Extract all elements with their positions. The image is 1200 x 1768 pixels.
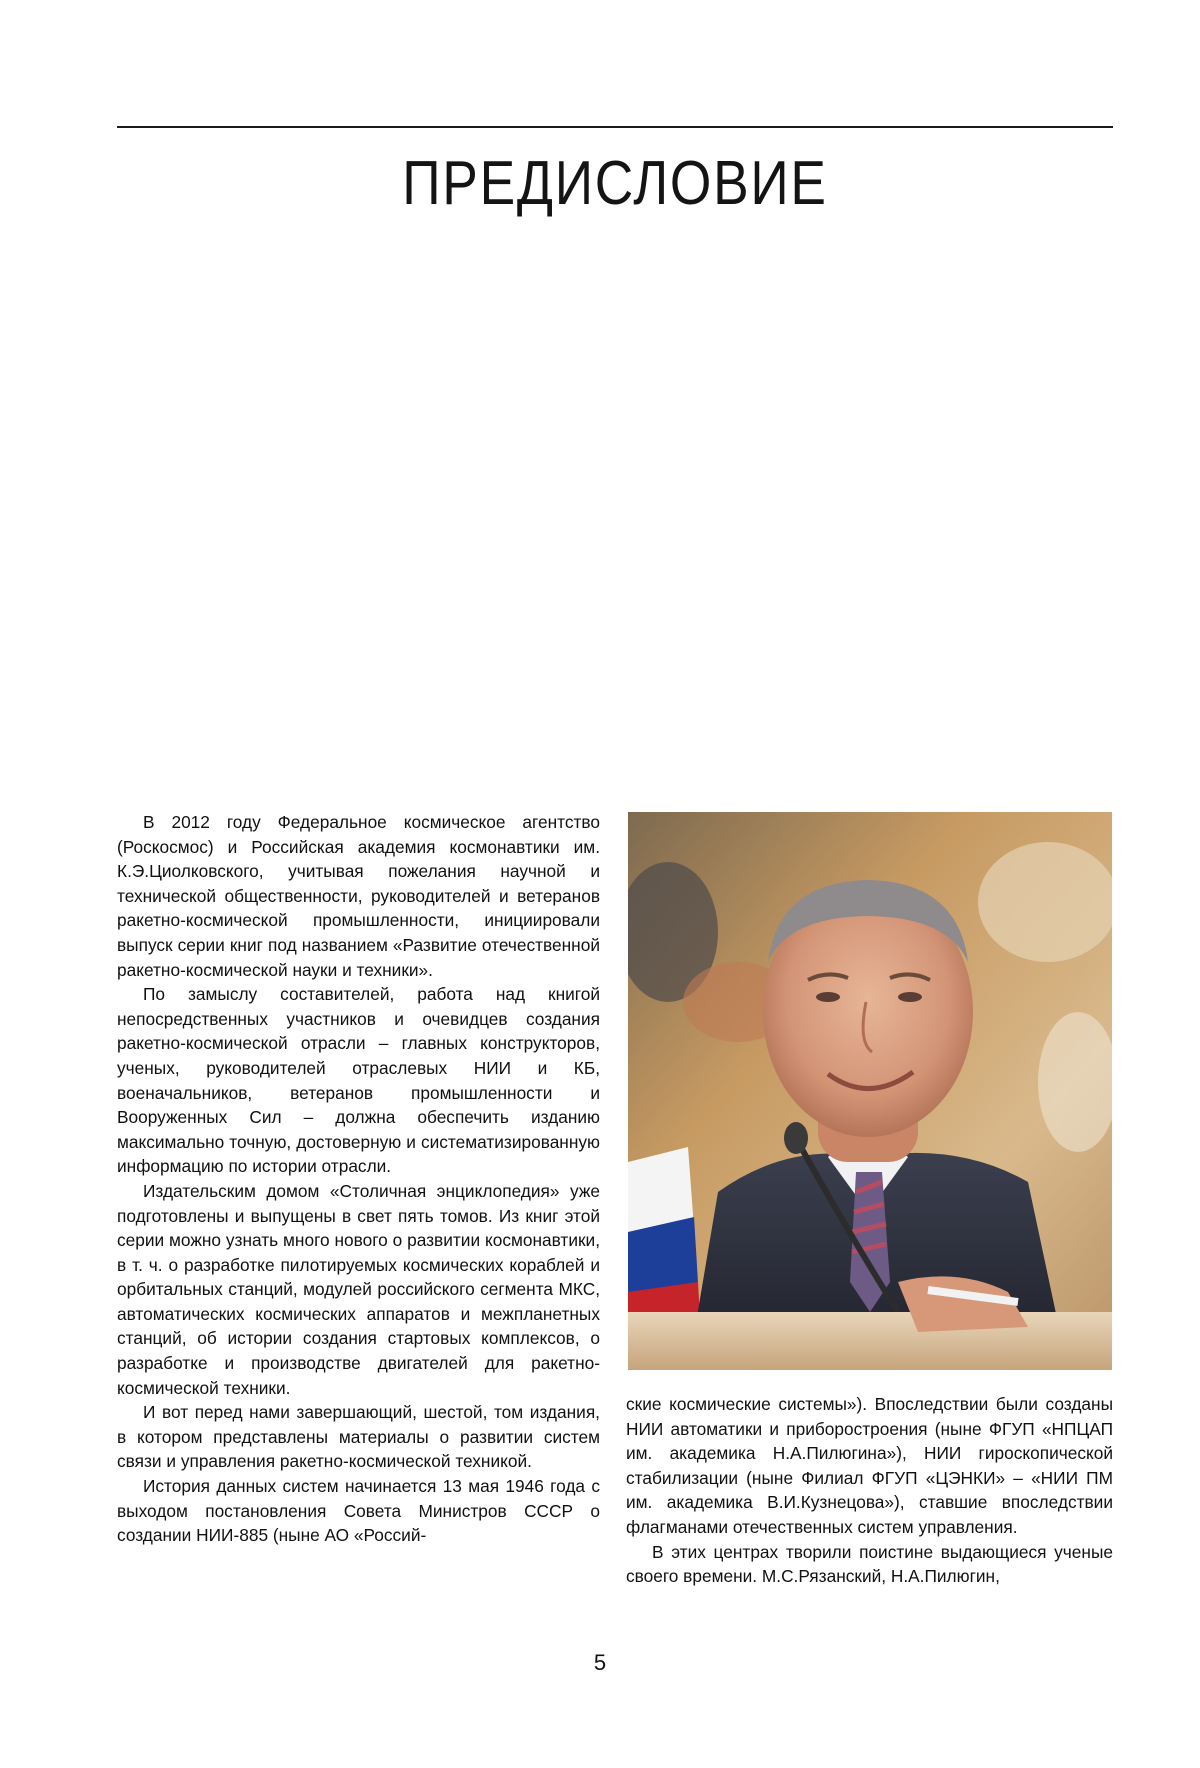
paragraph: История данных систем начинается 13 мая 1946 года с выходом постановления Совета Министров СССР о создании НИИ-885 (ныне АО «Россий- [117,1476,600,1546]
top-rule [117,126,1113,128]
paragraph: В этих центрах творили поистине выдающиеся ученые своего времени. М.С.Рязанский, Н.А.Пилюгин, [626,1541,1113,1587]
paragraph: Издательским домом «Столичная энциклопедия» уже подготовлены и выпущены в свет пять томов. Из книг этой серии можно узнать много нового о развитии космонавтики, в т. ч. о разработке пилотируемых космических кораблей и орбитальных станций, модулей российского сегмента МКС, автоматических космических аппаратов и межпланетных станций, об истории создания стартовых комплексов, о разработке и производстве двигателей для ракетно-космической техники. [117,1180,600,1398]
right-text-column [626,1392,1113,1589]
paragraph: В 2012 году Федеральное космическое агентство (Роскосмос) и Российская академия космонавтики им. К.Э.Циолковского, учитывая пожелания научной и технической общественности, руководителей и ветеранов ракетно-космической промышленности, инициировали выпуск серии книг под названием «Развитие отечественной ракетно-космической науки и техники». [117,812,600,980]
paragraph: ские космические системы»). Впоследствии были созданы НИИ автоматики и приборостроения (ныне ФГУП «НПЦАП им. академика Н.А.Пилюгина»), НИИ гироскопической стабилизации (ныне Филиал ФГУП «ЦЭНКИ» – «НИИ ПМ им. академика В.И.Кузнецова»), ставшие впоследствии флагманами отечественных систем управления. [626,1394,1113,1537]
left-text-column [117,810,600,1548]
portrait-photo [628,812,1112,1370]
paragraph: По замыслу составителей, работа над книгой непосредственных участников и очевидцев создания ракетно-космической отрасли – главных конструкторов, ученых, руководителей отраслевых НИИ и КБ, военачальников, ветеранов промышленности и Вооруженных Сил – должна обеспечить изданию максимально точную, достоверную и систематизированную информацию по истории отрасли. [117,984,600,1177]
page-number: 5 [593,1650,607,1675]
paragraph: И вот перед нами завершающий, шестой, том издания, в котором представлены материалы о развитии систем связи и управления ракетно-космической техникой. [117,1402,600,1472]
page-title: ПРЕДИСЛОВИЕ [402,149,828,218]
